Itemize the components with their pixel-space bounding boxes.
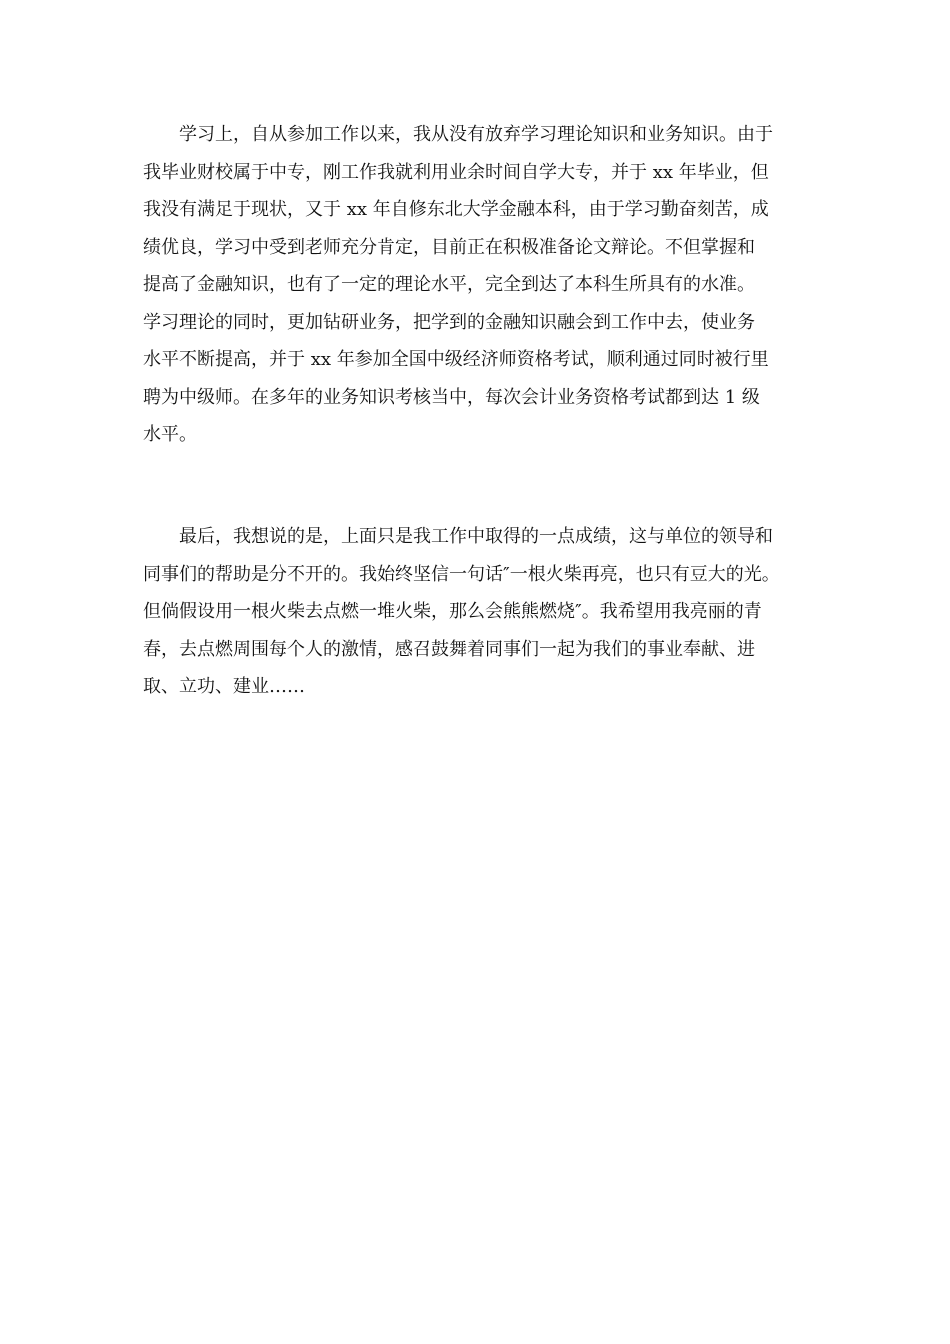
paragraph-line: 学习上，自从参加工作以来，我从没有放弃学习理论知识和业务知识。由于 (143, 124, 773, 145)
paragraph-line: 同事们的帮助是分不开的。我始终坚信一句话″一根火柴再亮，也只有豆大的光。 (143, 563, 780, 585)
paragraph-line: 水平不断提高，并于 xx 年参加全国中级经济师资格考试，顺利通过同时被行里 (143, 349, 769, 370)
paragraph-line: 提高了金融知识，也有了一定的理论水平，完全到达了本科生所具有的水准。 (143, 274, 755, 295)
paragraph-line: 水平。 (143, 424, 197, 445)
paragraph-line: 聘为中级师。在多年的业务知识考核当中，每次会计业务资格考试都到达 1 级 (143, 386, 760, 408)
paragraph-line: 学习理论的同时，更加钻研业务，把学到的金融知识融会到工作中去，使业务 (143, 311, 755, 333)
paragraph-line: 最后，我想说的是，上面只是我工作中取得的一点成绩，这与单位的领导和 (143, 526, 773, 547)
paragraph-line: 我毕业财校属于中专，刚工作我就利用业余时间自学大专，并于 xx 年毕业，但 (143, 161, 769, 183)
paragraph-line: 我没有满足于现状，又于 xx 年自修东北大学金融本科，由于学习勤奋刻苦，成 (143, 199, 769, 220)
paragraph-study (143, 116, 823, 454)
paragraph-line: 绩优良，学习中受到老师充分肯定，目前正在积极准备论文辩论。不但掌握和 (143, 236, 755, 258)
paragraph-conclusion (143, 518, 823, 706)
paragraph-line: 但倘假设用一根火柴去点燃一堆火柴，那么会熊熊燃烧″。我希望用我亮丽的青 (143, 601, 762, 622)
paragraph-line: 取、立功、建业…… (143, 676, 305, 697)
paragraph-line: 春，去点燃周围每个人的激情，感召鼓舞着同事们一起为我们的事业奉献、进 (143, 638, 755, 660)
